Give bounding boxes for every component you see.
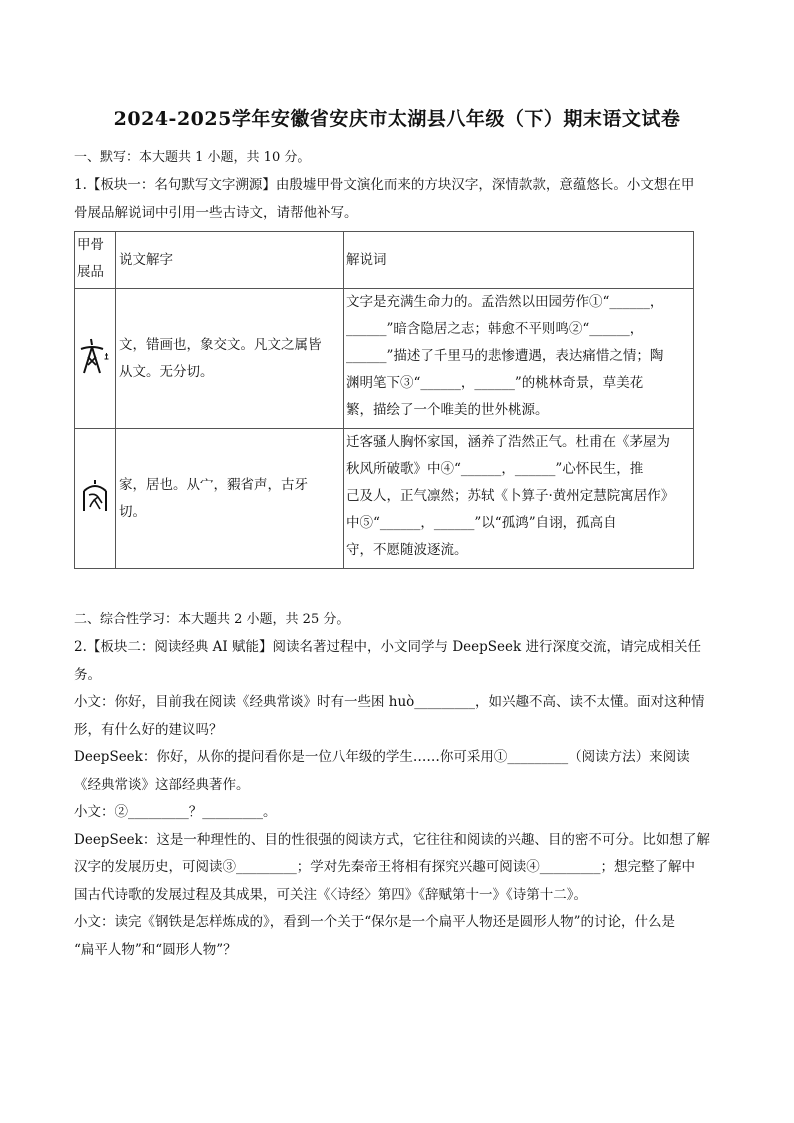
jieshuo-jia-line: 迁客骚人胸怀家国，涵养了浩然正气。杜甫在《茅屋为 [346, 434, 670, 450]
header-jiagu-zhanpin [75, 232, 116, 289]
table-row [75, 289, 694, 429]
q2-line: 小文：读完《钢铁是怎样炼成的》，看到一个关于“保尔是一个扁平人物还是圆形人物”的讨论，什么是 [74, 914, 676, 930]
q2-line: 小文：②_________？_________。 [74, 804, 277, 820]
section-1-heading [74, 146, 310, 165]
shuowen-jia-line-1: 家，居也。从宀，豭省声，古牙 [119, 476, 308, 493]
header-jieshuo: 解说词 [344, 232, 694, 289]
jieshuo-jia-line: 守，不愿随波逐流。 [346, 542, 468, 558]
table-header-row [75, 232, 694, 289]
q1-intro-line-2: 骨展品解说词中引用一些古诗文，请帮他补写。 [74, 204, 358, 221]
jieshuo-wen-line: ______”描述了千里马的悲惨遭遇，表达痛惜之情；陶 [346, 348, 664, 364]
section-2-heading [74, 608, 349, 627]
page-title: 2024-2025学年安徽省安庆市太湖县八年级（下）期末语文试卷 [113, 108, 681, 130]
section-2-label: 二、综合性学习：本大题共 2 小题，共 25 分。 [74, 612, 350, 627]
jieshuo-jia-line: 秋风所破歌》中④“______，______”心怀民生，推 [346, 461, 644, 477]
q2-line: 务。 [74, 666, 101, 683]
jieshuo-jia-line: 中⑤“______，______”以“孤鸿”自诩，孤高自 [346, 515, 617, 531]
q2-line: “扁平人物”和“圆形人物”？ [74, 941, 237, 958]
jieshuo-wen-line: 渊明笔下③“______，______”的桃林奇景，草美花 [346, 375, 644, 391]
q2-line: 国古代诗歌的发展过程及其成果，可关注《〈诗经〉第四》《辞赋第十一》《诗第十二》。 [74, 886, 587, 903]
jieshuo-wen-line: ______”暗含隐居之志；韩愈不平则鸣②“______， [346, 321, 644, 337]
exhibit-pic-wen [75, 289, 116, 429]
jieshuo-jia-line: 己及人，正气凛然；苏轼《卜算子·黄州定慧院寓居作》 [346, 488, 675, 504]
q1-intro-line-1: 1.【板块一：名句默写文字溯源】由殷墟甲骨文演化而来的方块汉字，深情款款，意蕴悠长。小文想在甲 [74, 177, 695, 193]
shuowen-wen-line-2: 从文。无分切。 [119, 363, 214, 380]
jieshuo-cell-jia [344, 429, 694, 569]
exhibit-table [74, 231, 694, 569]
q2-line: 2.【板块二：阅读经典 AI 赋能】阅读名著过程中，小文同学与 DeepSeek 进行深度交流，请完成相关任 [74, 639, 701, 655]
header-shuowen: 说文解字 [116, 232, 344, 289]
shuowen-cell-wen [116, 289, 344, 429]
jieshuo-wen-line: 文字是充满生命力的。孟浩然以田园劳作①“______， [346, 294, 664, 310]
header-jiagu: 甲骨 [77, 237, 104, 253]
q1-intro [74, 172, 720, 227]
exhibit-pic-jia [75, 429, 116, 569]
q2-line: 形，有什么好的建议吗？ [74, 721, 223, 738]
oracle-bone-wen-icon [78, 335, 112, 379]
header-zhanpin: 展品 [77, 264, 104, 280]
oracle-bone-jia-icon [80, 477, 110, 517]
jieshuo-cell-wen [344, 289, 694, 429]
q2-line: DeepSeek：这是一种理性的、目的性很强的阅读方式，它往往和阅读的兴趣、目的密不可分。比如想了解 [74, 831, 710, 848]
q2-line: 《经典常谈》这部经典著作。 [74, 776, 250, 793]
q2-body [74, 634, 720, 964]
table-row [75, 429, 694, 569]
shuowen-wen-line-1: 文，错画也，象交文。凡文之属皆 [119, 336, 322, 353]
section-1-label: 一、默写：本大题共 1 小题，共 10 分。 [74, 150, 311, 165]
q2-line: 小文：你好，目前我在阅读《经典常谈》时有一些困 huò_________，如兴趣不高、读不太懂。面对这种情 [74, 694, 705, 710]
q2-line: DeepSeek：你好，从你的提问看你是一位八年级的学生……你可采用①_________（阅读方法）来阅读 [74, 749, 690, 765]
q2-line: 汉字的发展历史，可阅读③_________；学对先秦帝王将相有探究兴趣可阅读④_________；想完整了解中 [74, 859, 695, 875]
shuowen-cell-jia [116, 429, 344, 569]
shuowen-jia-line-2: 切。 [119, 503, 146, 520]
jieshuo-wen-line: 繁，描绘了一个唯美的世外桃源。 [346, 402, 549, 418]
